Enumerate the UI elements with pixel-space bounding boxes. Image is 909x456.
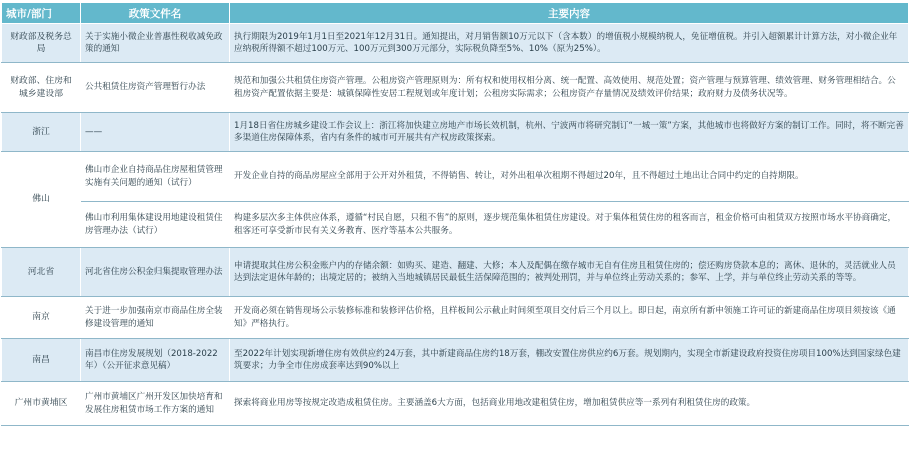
row-city: 广州市黄埔区 [2,382,81,426]
row-city: 南昌 [2,339,81,382]
row-content: 申请提取其住房公积金账户内的存储余额：如购买、建造、翻建、大修；本人及配偶在缴存城市无自有住房且租赁住房的；偿还购房贷款本息的；离休、退休的，灵活就业人员达到法定退休年龄的；出境定居的；被纳入当地城镇居民最低生活保障范围的；被判处刑罚，并与单位终止劳动关系的；参军、上学，并与单位终止劳动关系的等等。 [230,248,909,297]
table-row [2,248,909,297]
header-content: 主要内容 [230,3,909,24]
table-row [2,113,909,152]
row-content: 探索将商业用房等按规定改造成租赁住房。主要涵盖6大方面，包括商业用地改建租赁住房，增加租赁供应等一系列有利租赁住房的政策。 [230,382,909,426]
row-content: 执行期限为2019年1月1日至2021年12月31日。通知提出，对月销售额10万元以下（含本数）的增值税小规模纳税人，免征增值税。并引入超额累计计算方法，对小微企业年应纳税所得额不超过100万元、100万元到300万元部分，实际税负降至5%、10%（原为25%）。 [230,24,909,63]
table-row [2,202,909,248]
table-row [2,63,909,113]
policy-table-container [1,2,908,426]
row-city: 财政部及税务总局 [2,24,81,63]
header-policy: 政策文件名 [81,3,230,24]
row-content: 构建多层次多主体供应体系，遵循“村民自愿，只租不售”的原则，逐步规范集体租赁住房建设。对于集体租赁住房的租客而言，租金价格可由租赁双方按照市场水平协商确定，租客还可享受新市民有关义务教育、医疗等基本公共服务。 [230,202,909,248]
row-policy: 公共租赁住房资产管理暂行办法 [81,63,230,113]
table-row [2,24,909,63]
row-policy: 关于实施小微企业普惠性税收减免政策的通知 [81,24,230,63]
row-policy: 佛山市利用集体建设用地建设租赁住房管理办法（试行） [81,202,230,248]
row-city: 佛山 [2,152,81,248]
row-city: 财政部、住房和城乡建设部 [2,63,81,113]
row-city: 河北省 [2,248,81,297]
table-row [2,152,909,202]
row-policy: 佛山市企业自持商品住房屋租赁管理实施有关问题的通知（试行） [81,152,230,202]
row-content: 至2022年计划实现新增住房有效供应约24万套，其中新建商品住房约18万套，棚改安置住房供应约6万套。规划期内，实现全市新建设政府投资住房项目100%达到国家绿色建筑要求；力争全市住房成套率达到90%以上 [230,339,909,382]
row-content: 开发企业自持的商品房屋应全部用于公开对外租赁，不得销售、转让，对外出租单次租期不得超过20年，且不得超过土地出让合同中约定的自持期限。 [230,152,909,202]
row-policy: 南昌市住房发展规划（2018-2022年）（公开征求意见稿） [81,339,230,382]
row-content: 开发商必须在销售现场公示装修标准和装修评估价格，且样板间公示截止时间须至项目交付后三个月以上。即日起，南京所有新申领施工许可证的新建商品住房项目须按该《通知》严格执行。 [230,297,909,339]
table-row [2,339,909,382]
header-city: 城市/部门 [2,3,81,24]
row-policy: 河北省住房公积金归集提取管理办法 [81,248,230,297]
row-policy: 关于进一步加强南京市商品住房全装修建设管理的通知 [81,297,230,339]
row-city: 浙江 [2,113,81,152]
table-header-row [2,3,909,24]
row-policy: 广州市黄埔区广州开发区加快培育和发展住房租赁市场工作方案的通知 [81,382,230,426]
row-content: 1月18日省住房城乡建设工作会议上：浙江将加快建立房地产市场长效机制，杭州、宁波两市将研究制订“一城一策”方案，其他城市也将做好方案的制订工作。同时，将不断完善多渠道住房保障体系，省内有条件的城市可开展共有产权房政策探索。 [230,113,909,152]
row-policy: —— [81,113,230,152]
policy-table [1,2,909,426]
row-content: 规范和加强公共租赁住房资产管理。公租房资产管理原则为：所有权和使用权相分离、统一配置、高效使用、规范处置；资产管理与预算管理、绩效管理、财务管理相结合。公租房资产配置依据主要是：城镇保障性安居工程规划或年度计划；公租房实际需求；公租房资产存量情况及绩效评价结果；政府财力及债务状况等。 [230,63,909,113]
table-row [2,297,909,339]
row-city: 南京 [2,297,81,339]
table-row [2,382,909,426]
